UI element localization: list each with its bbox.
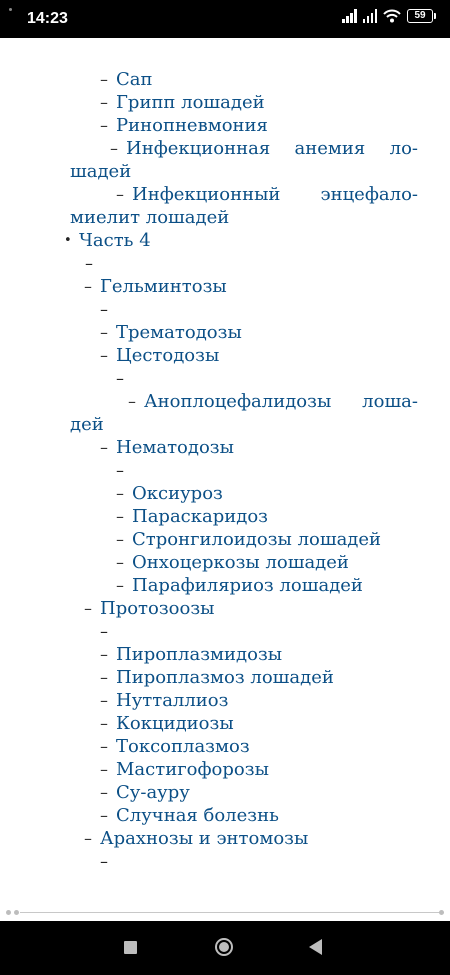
toc-link-anopl-cont[interactable]: дей (70, 414, 104, 435)
toc-item[interactable] (0, 505, 450, 528)
toc-item[interactable] (0, 643, 450, 666)
dash-marker: – (116, 530, 124, 549)
toc-item[interactable] (0, 482, 450, 505)
battery-level: 59 (407, 9, 433, 23)
toc-link-toxo[interactable]: Токсоплазмоз (116, 736, 250, 757)
square-icon[interactable] (124, 941, 137, 954)
toc-item-empty (0, 850, 450, 873)
status-bar (0, 0, 450, 38)
progress-track[interactable] (20, 912, 444, 913)
triangle-back-icon[interactable] (309, 939, 322, 955)
toc-link-paraf[interactable]: Парафиляриоз лошадей (132, 575, 363, 596)
dash-marker: – (116, 507, 124, 526)
toc-link-nutt[interactable]: Нутталлиоз (116, 690, 229, 711)
toc-item-empty (0, 367, 450, 390)
toc-item-cont[interactable] (0, 206, 450, 229)
toc-item[interactable] (0, 827, 450, 850)
toc-link-nemat[interactable]: Нематодозы (116, 437, 234, 458)
toc-item[interactable] (0, 137, 450, 160)
toc-link-piropl-l[interactable]: Пироплазмоз лошадей (116, 667, 334, 688)
status-icons (342, 9, 436, 23)
dash-marker: – (84, 277, 92, 296)
toc-item[interactable] (0, 321, 450, 344)
dash-marker: – (84, 599, 92, 618)
battery-icon (407, 9, 436, 23)
toc-link-anemia[interactable]: Инфекционная анемия ло- (126, 138, 418, 159)
dash-marker: – (100, 116, 108, 135)
toc-item[interactable] (0, 114, 450, 137)
dash-marker: – (110, 139, 118, 158)
dash-marker: – (100, 691, 108, 710)
toc-item[interactable] (0, 781, 450, 804)
signal-1-icon (342, 9, 357, 23)
toc-link-anemia-cont[interactable]: шадей (70, 161, 132, 182)
dash-marker: – (100, 323, 108, 342)
toc-content (0, 38, 450, 908)
dash-marker: – (100, 300, 108, 319)
toc-item[interactable] (0, 804, 450, 827)
progress-dot-icon (6, 910, 11, 915)
toc-link-anopl[interactable]: Аноплоцефалидозы лоша- (144, 391, 418, 412)
toc-item-cont[interactable] (0, 160, 450, 183)
toc-item[interactable] (0, 344, 450, 367)
dash-marker: – (100, 783, 108, 802)
dash-marker: – (100, 852, 108, 871)
dash-marker: – (100, 806, 108, 825)
toc-item[interactable] (0, 666, 450, 689)
dash-marker: – (100, 622, 108, 641)
toc-link-encef-cont[interactable]: миелит лошадей (70, 207, 230, 228)
toc-item[interactable] (0, 528, 450, 551)
toc-item-empty (0, 459, 450, 482)
toc-link-gripp[interactable]: Грипп лошадей (116, 92, 265, 113)
toc-link-cest[interactable]: Цестодозы (116, 345, 220, 366)
dash-marker: – (84, 829, 92, 848)
toc-link-kokc[interactable]: Кокцидиозы (116, 713, 234, 734)
toc-item[interactable] (0, 436, 450, 459)
dash-marker: – (100, 737, 108, 756)
dash-marker: – (128, 392, 136, 411)
toc-item[interactable] (0, 689, 450, 712)
toc-item[interactable] (0, 735, 450, 758)
wifi-icon (383, 9, 401, 23)
dash-marker: – (116, 484, 124, 503)
navigation-bar (0, 921, 450, 975)
dash-marker: – (85, 254, 93, 273)
toc-link-sluch[interactable]: Случная болезнь (116, 805, 279, 826)
toc-item[interactable] (0, 712, 450, 735)
dash-marker: – (116, 185, 124, 204)
toc-item[interactable] (0, 758, 450, 781)
notification-dot-icon (9, 8, 12, 11)
toc-item[interactable] (0, 551, 450, 574)
toc-item[interactable] (0, 229, 450, 252)
toc-link-onho[interactable]: Онхоцеркозы лошадей (132, 552, 349, 573)
dash-marker: – (116, 369, 124, 388)
bullet-marker: • (64, 233, 72, 248)
dash-marker: – (100, 93, 108, 112)
toc-link-parask[interactable]: Параскаридоз (132, 506, 269, 527)
toc-link-part4[interactable]: Часть 4 (79, 230, 151, 251)
progress-end-icon (439, 910, 444, 915)
signal-2-icon (363, 9, 378, 23)
reading-progress-bar[interactable] (6, 910, 444, 916)
toc-link-oxy[interactable]: Оксиуроз (132, 483, 223, 504)
dash-marker: – (100, 346, 108, 365)
dash-marker: – (116, 461, 124, 480)
toc-item-empty (0, 620, 450, 643)
progress-position-icon (14, 910, 19, 915)
dash-marker: – (100, 438, 108, 457)
dash-marker: – (100, 70, 108, 89)
toc-link-piropl-d[interactable]: Пироплазмидозы (116, 644, 283, 665)
toc-link-strong[interactable]: Стронгилоидозы лошадей (132, 529, 382, 550)
toc-item[interactable] (0, 275, 450, 298)
toc-link-encef[interactable]: Инфекционный энцефало- (132, 184, 418, 205)
toc-link-trem[interactable]: Трематодозы (116, 322, 242, 343)
toc-link-proto[interactable]: Протозоозы (100, 598, 215, 619)
dash-marker: – (100, 668, 108, 687)
toc-item[interactable] (0, 91, 450, 114)
toc-link-sap[interactable]: Сап (116, 69, 153, 90)
toc-item[interactable] (0, 574, 450, 597)
toc-link-helm[interactable]: Гельминтозы (100, 276, 227, 297)
toc-link-rino[interactable]: Ринопневмония (116, 115, 268, 136)
toc-item[interactable] (0, 183, 450, 206)
toc-link-mast[interactable]: Мастигофорозы (116, 759, 269, 780)
toc-link-arah[interactable]: Арахнозы и энтомозы (100, 828, 309, 849)
toc-item-empty (0, 252, 450, 275)
dash-marker: – (100, 645, 108, 664)
toc-item[interactable] (0, 390, 450, 413)
dash-marker: – (100, 714, 108, 733)
dash-marker: – (116, 576, 124, 595)
toc-item-cont[interactable] (0, 413, 450, 436)
toc-item[interactable] (0, 68, 450, 91)
status-time: 14:23 (27, 10, 68, 27)
dash-marker: – (100, 760, 108, 779)
toc-item[interactable] (0, 597, 450, 620)
circle-icon[interactable] (215, 938, 233, 956)
toc-item-empty (0, 298, 450, 321)
toc-link-su[interactable]: Су-ауру (116, 782, 190, 803)
dash-marker: – (116, 553, 124, 572)
